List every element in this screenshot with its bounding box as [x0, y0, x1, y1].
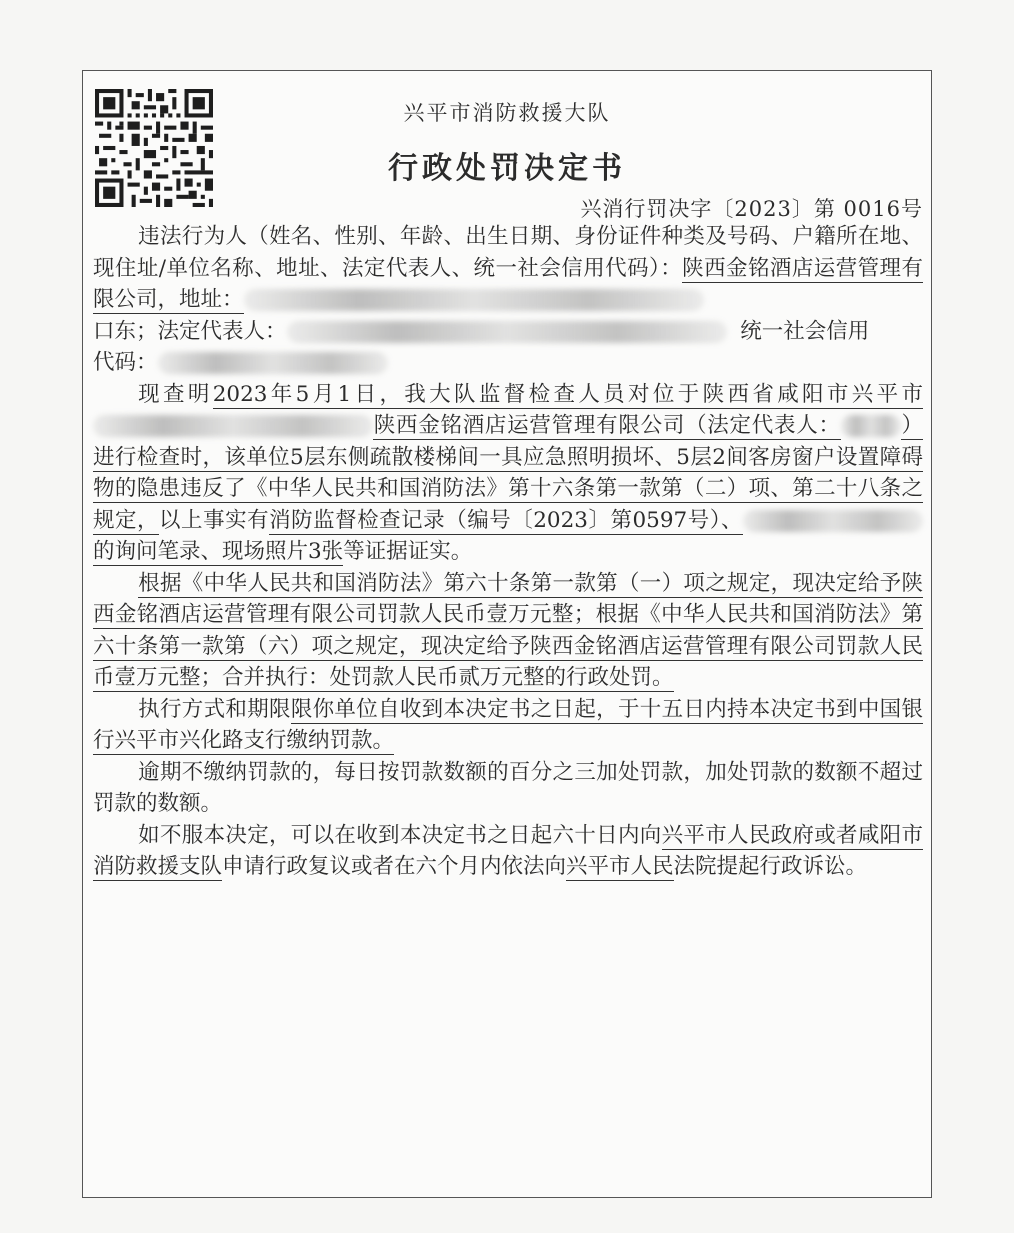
- redacted-credit-code: [158, 352, 388, 374]
- appeal-paragraph: [93, 820, 923, 883]
- facts-paragraph: [93, 379, 923, 568]
- party-lead: 违法行为人（姓名、性别、年龄、出生日期、身份证件种类及号码、户籍所在地、现住址/单位名称、地址、法定代表人、统一社会信用代码）：: [93, 224, 923, 281]
- document-number: 兴消行罚决字〔2023〕第 0016号: [580, 197, 923, 221]
- redacted-address: [244, 289, 704, 311]
- facts-seg2: 陕西金铭酒店运营管理有限公司（法定代表人：: [373, 413, 841, 438]
- overdue-paragraph: 逾期不缴纳罚款的，每日按罚款数额的百分之三加处罚款，加处罚款的数额不超过罚款的数额。: [93, 759, 923, 816]
- facts-lead: 现查明: [138, 381, 213, 407]
- party-credit-label: 统一社会信用: [740, 318, 870, 344]
- agency-name: 兴平市消防救援大队: [403, 101, 611, 125]
- execution-lead: 执行方式和期限: [138, 696, 291, 722]
- facts-seg5: 消防监督检查记录（编号〔2023〕第0597号）、: [269, 507, 743, 533]
- appeal-org2: 兴平市人民: [566, 854, 674, 879]
- appeal-t2: 申请行政复议或者在六个月内依法向: [222, 854, 567, 879]
- penalty-paragraph: [93, 568, 923, 694]
- facts-seg4: 以上事实有: [159, 507, 270, 533]
- penalty-text: 根据《中华人民共和国消防法》第六十条第一款第（一）项之规定，现决定给予陕西金铭酒店运营管理有限公司罚款人民币壹万元整；根据《中华人民共和国消防法》第六十条第一款第（六）项之规定，现决定给予陕西金铭酒店运营管理有限公司罚款人民币壹万元整；合并执行：处罚款人民币贰万元整的行政处罚。: [93, 570, 923, 690]
- document-sheet: [82, 70, 932, 1198]
- execution-text: 限你单位自收到本决定书之日起，于十五日内持本决定书到中国银行兴平市兴化路支行缴纳罚款。: [93, 696, 923, 753]
- redacted-person: [743, 510, 923, 532]
- appeal-org1: 兴平市人民政府或者咸阳市消防救援支队: [93, 822, 923, 879]
- document-body: [93, 221, 923, 883]
- party-company: 陕西金铭酒店运营管理有限公司，地址：: [93, 255, 923, 312]
- facts-seg7: 等证据证实。: [343, 539, 473, 564]
- party-paragraph: [93, 221, 923, 379]
- redacted-rep-name: [841, 415, 901, 437]
- redacted-legal-rep: [287, 321, 727, 343]
- appeal-t1: 如不服本决定，可以在收到本决定书之日起六十日内向: [138, 822, 662, 848]
- facts-seg6: 的询问笔录、现场照片3张: [93, 539, 344, 564]
- appeal-t3: 法院提起行政诉讼。: [673, 854, 868, 879]
- party-address-tail: 口东；法定代表人：: [93, 318, 287, 344]
- facts-seg1: 2023年5月1日，我大队监督检查人员对位于陕西省咸阳市兴平市: [212, 381, 923, 407]
- page-title: 行政处罚决定书: [388, 151, 626, 186]
- execution-paragraph: [93, 694, 923, 757]
- facts-seg3: ）进行检查时，该单位5层东侧疏散楼梯间一具应急照明损坏、5层2间客房窗户设置障碍物的隐患违反了《中华人民共和国消防法》第十六条第一款第（二）项、第二十八条之规定，: [93, 413, 923, 533]
- redacted-location: [93, 415, 373, 437]
- party-credit-label-2: 代码：: [93, 350, 158, 375]
